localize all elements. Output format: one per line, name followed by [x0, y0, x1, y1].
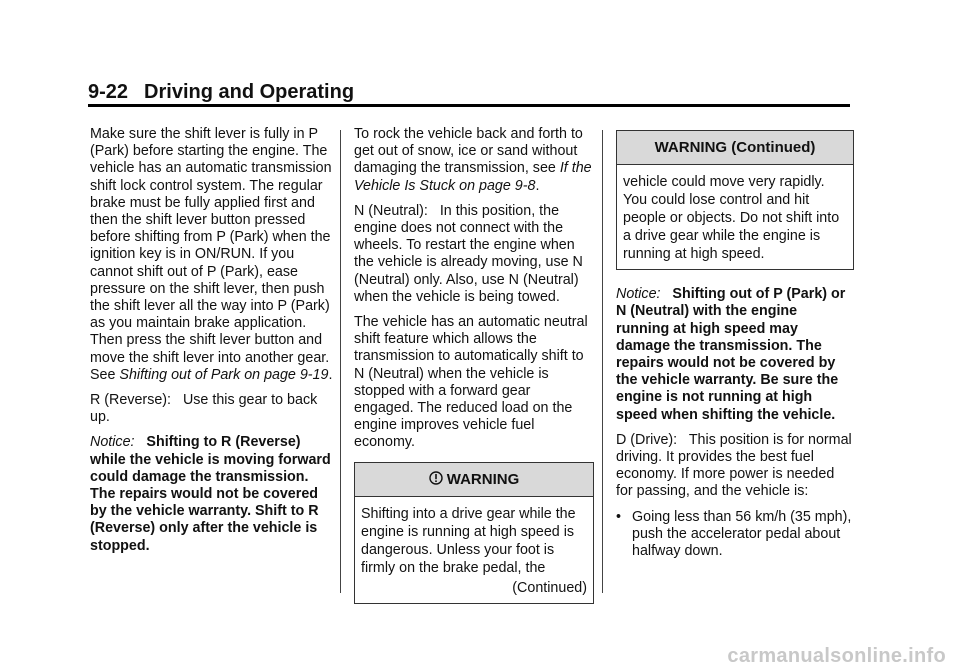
warning-continued: (Continued) — [512, 579, 587, 596]
warning-text: Shifting into a drive gear while the engine is running at high speed is dangerous. Unless your foot is firmly on the brake pedal, the — [361, 505, 576, 576]
notice-text-2: Shifting out of P (Park) or N (Neutral) with the engine running at high speed may damage the transmission. The repairs would not be covered by the vehicle warranty. Be sure the engine is not running at high speed when shifting the vehicle. — [616, 286, 846, 423]
column-divider-2 — [602, 130, 603, 593]
warning-continued-header: WARNING (Continued) — [617, 131, 853, 165]
shift-lock-text: Make sure the shift lever is fully in P (Park) before starting the engine. The vehicle has an automatic transmission shift lock control system. The regular brake must be fully applied first and then the shift lever button pressed before shifting from P (Park) when the ignition key is in ON/RUN. If you cannot shift out of P (Park), ease pressure on the shift lever, then push the shift lever all the way into P (Park) as you maintain brake application. Then press the shift lever button and move the shift lever into another gear. See — [90, 126, 332, 383]
drive-paragraph — [616, 432, 854, 501]
column-3 — [616, 126, 854, 560]
bullet-text: Going less than 56 km/h (35 mph), push the accelerator pedal about halfway down. — [632, 508, 852, 560]
auto-neutral-paragraph: The vehicle has an automatic neutral shift feature which allows the transmission to automatically shift to N (Neutral) when the vehicle is stopped with a forward gear engaged. The reduced load on the engine improves vehicle fuel economy. — [354, 314, 588, 451]
warning-continued-body: vehicle could move very rapidly. You could lose control and hit people or objects. Do not shift into a drive gear while the engine is running at high speed. — [623, 174, 840, 263]
reverse-notice — [90, 434, 333, 554]
vehicle-stuck-link[interactable]: If the Vehicle Is Stuck on page 9-8 — [354, 160, 592, 194]
header-rule — [88, 104, 850, 107]
shifting-out-of-park-link[interactable]: Shifting out of Park on page 9-19 — [119, 366, 329, 383]
reverse-text: Use this gear to back up. — [90, 392, 318, 426]
warning-body — [355, 497, 593, 603]
header-title — [88, 80, 850, 104]
column-1 — [90, 126, 333, 563]
high-speed-notice — [616, 286, 854, 424]
warning-box — [354, 462, 594, 604]
neutral-paragraph — [354, 203, 594, 306]
reverse-paragraph — [90, 392, 333, 426]
notice-label: Notice: — [90, 434, 135, 451]
page-header — [88, 80, 850, 104]
footer-watermark: carmanualsonline.info — [727, 645, 946, 667]
column-divider-1 — [340, 130, 341, 593]
neutral-label: N (Neutral): — [354, 202, 428, 219]
drive-label: D (Drive): — [616, 431, 678, 448]
notice-text: Shifting to R (Reverse) while the vehicle is moving forward could damage the transmission. The repairs would not be covered by the vehicle warranty. Shift to R (Reverse) only after the vehicle is stopped. — [90, 434, 331, 554]
rocking-paragraph — [354, 126, 594, 195]
bullet-dot: • — [616, 508, 622, 525]
neutral-text: In this position, the engine does not connect with the wheels. To restart the engine when the vehicle is already moving, use N (Neutral) only. Also, use N (Neutral) when the vehicle is being towed. — [354, 202, 583, 305]
page-number: 9-22 — [88, 81, 129, 103]
warning-continued-box — [616, 130, 854, 270]
notice-label-2: Notice: — [616, 286, 661, 303]
warning-header — [355, 463, 593, 497]
drive-text: This position is for normal driving. It provides the best fuel economy. If more power is needed for passing, and the vehicle is: — [616, 431, 852, 500]
section-title: Driving and Operating — [144, 81, 355, 103]
rocking-end: . — [535, 177, 540, 194]
rocking-text: To rock the vehicle back and forth to get out of snow, ice or sand without damaging the transmission, see — [354, 126, 583, 177]
shift-lock-end: . — [328, 366, 333, 383]
warning-icon — [429, 471, 443, 488]
bullet-item — [616, 509, 854, 561]
warning-title: WARNING — [446, 470, 520, 488]
shift-lock-paragraph — [90, 126, 333, 384]
reverse-label: R (Reverse): — [90, 392, 172, 409]
column-2 — [354, 126, 594, 614]
